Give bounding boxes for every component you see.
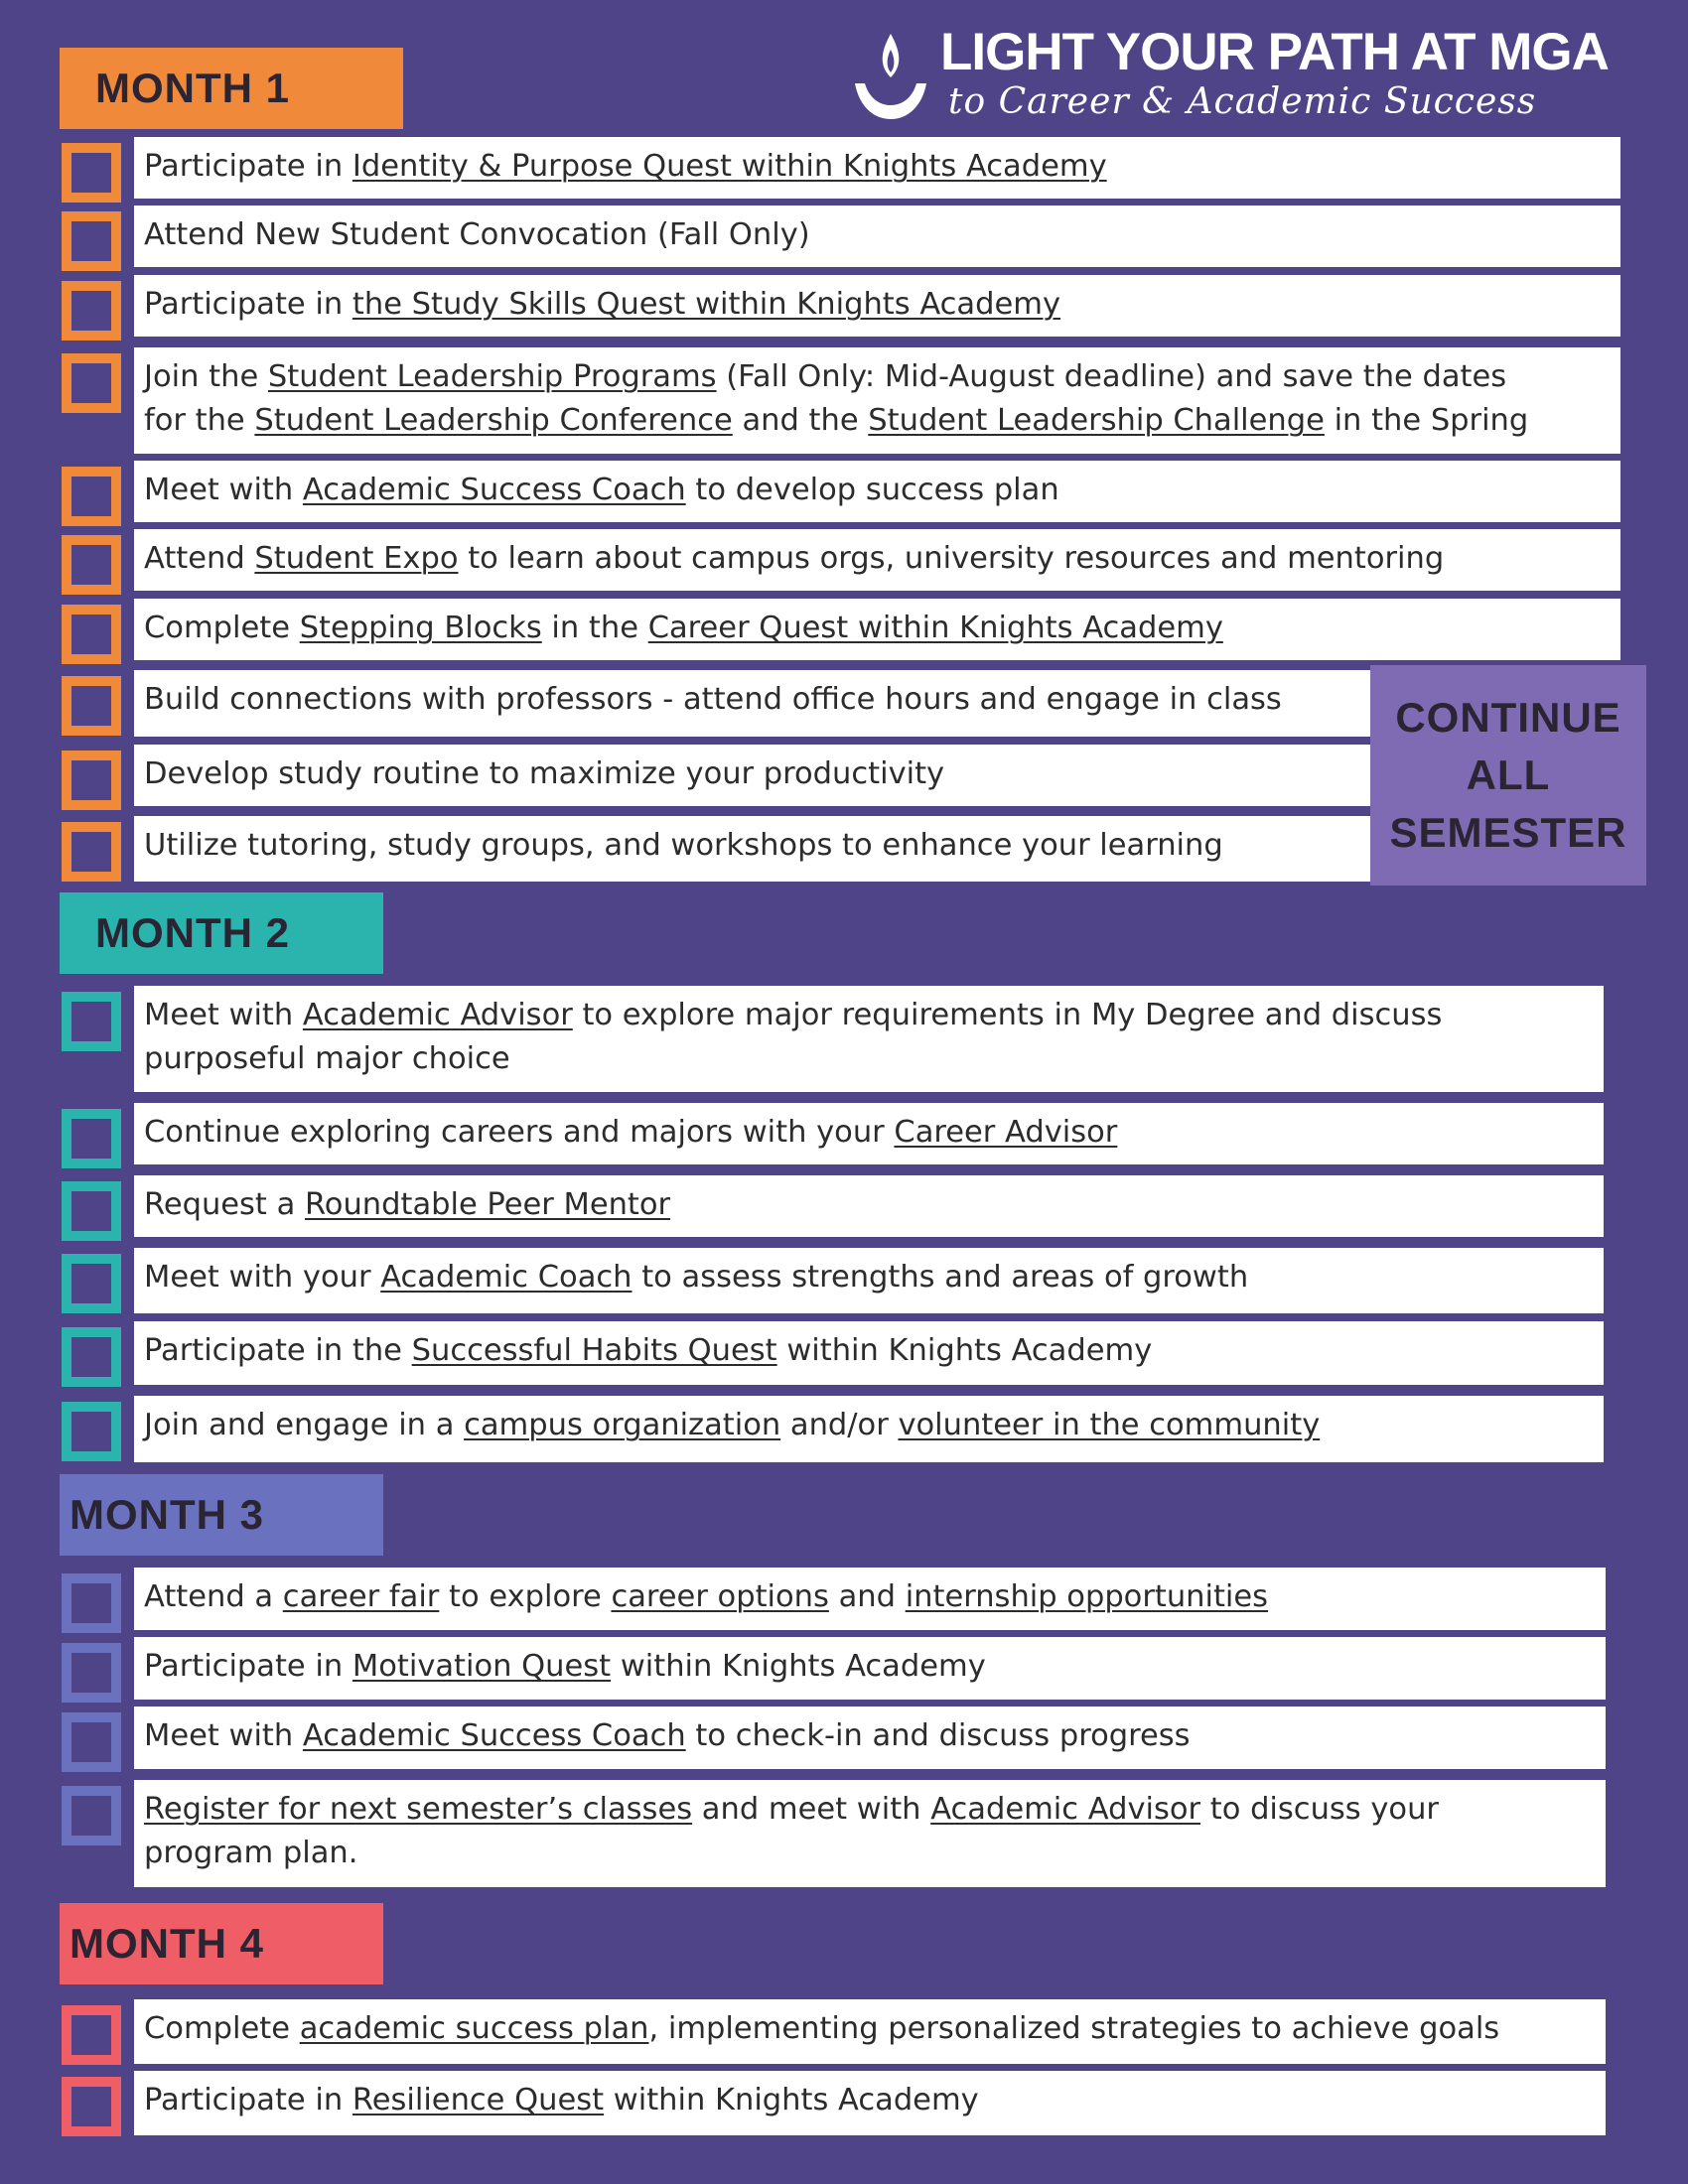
- item-link[interactable]: Student Leadership Programs: [267, 359, 717, 394]
- item-text: to develop success plan: [685, 473, 1059, 507]
- continue-all-semester-box: [1370, 665, 1646, 886]
- item-text: Attend: [144, 541, 255, 576]
- item-text: (Fall Only: Mid-August deadline) and save the dates: [716, 359, 1507, 394]
- checkbox[interactable]: [62, 281, 121, 341]
- item-text: , implementing personalized strategies to achieve goals: [648, 2011, 1500, 2046]
- item-link[interactable]: Student Leadership Challenge: [868, 403, 1325, 438]
- checkbox[interactable]: [62, 535, 121, 595]
- item-link[interactable]: career fair: [282, 1579, 440, 1614]
- checklist-item: [134, 599, 1620, 660]
- item-text: Meet with: [144, 998, 303, 1032]
- item-text: and: [828, 1579, 906, 1614]
- item-text: for the: [144, 403, 255, 438]
- month-3-header: MONTH 3: [60, 1474, 383, 1556]
- item-link[interactable]: Academic Success Coach: [302, 1718, 686, 1753]
- continue-line-1: CONTINUE: [1395, 694, 1621, 741]
- item-text: Participate in: [144, 149, 352, 184]
- item-text: in the: [541, 611, 648, 645]
- item-text: to explore: [439, 1579, 612, 1614]
- item-text: Meet with your: [144, 1260, 381, 1295]
- checklist-item: [134, 461, 1620, 522]
- checkbox[interactable]: [62, 1786, 121, 1845]
- item-text: Utilize tutoring, study groups, and workshops to enhance your learning: [144, 828, 1223, 863]
- item-text: Develop study routine to maximize your productivity: [144, 756, 945, 791]
- item-text: within Knights Academy: [604, 2083, 979, 2117]
- month-1-header: MONTH 1: [60, 48, 403, 129]
- item-link[interactable]: Student Expo: [254, 541, 459, 576]
- checklist-item: [134, 1780, 1606, 1887]
- checkbox[interactable]: [62, 1712, 121, 1772]
- item-text: Meet with: [144, 1718, 303, 1753]
- checkbox[interactable]: [62, 2005, 121, 2065]
- item-text: to explore major requirements in My Degree and discuss: [572, 998, 1443, 1032]
- checkbox[interactable]: [62, 992, 121, 1051]
- header-title: LIGHT YOUR PATH AT MGA: [940, 23, 1609, 81]
- item-text: in the Spring: [1324, 403, 1529, 438]
- item-text: Participate in: [144, 1649, 352, 1684]
- item-link[interactable]: Register for next semester’s classes: [144, 1792, 693, 1827]
- checklist-item: [134, 1175, 1604, 1237]
- item-text: Participate in: [144, 287, 352, 322]
- checkbox[interactable]: [62, 1109, 121, 1168]
- checklist-item: [134, 816, 1370, 882]
- item-text: to learn about campus orgs, university resources and mentoring: [458, 541, 1445, 576]
- checklist-item: [134, 1999, 1606, 2064]
- item-link[interactable]: Motivation Quest: [352, 1649, 612, 1684]
- item-link[interactable]: Successful Habits Quest: [411, 1333, 777, 1368]
- item-link[interactable]: Identity & Purpose Quest within Knights Academy: [352, 149, 1107, 184]
- checkbox[interactable]: [62, 605, 121, 664]
- item-text: and/or: [780, 1408, 899, 1442]
- item-text: Attend New Student Convocation (Fall Only): [144, 217, 810, 252]
- item-link[interactable]: career options: [611, 1579, 829, 1614]
- continue-line-3: SEMESTER: [1389, 809, 1627, 856]
- item-text: Build connections with professors - attend office hours and engage in class: [144, 682, 1282, 717]
- checklist-item: [134, 205, 1620, 267]
- item-text: Join and engage in a: [144, 1408, 465, 1442]
- item-text: Request a: [144, 1187, 305, 1222]
- checklist-item: [134, 1637, 1606, 1700]
- item-text: program plan.: [144, 1836, 358, 1870]
- checkbox[interactable]: [62, 1254, 121, 1313]
- checklist-item: [134, 1103, 1604, 1164]
- checklist-item: [134, 1706, 1606, 1769]
- item-text: Attend a: [144, 1579, 283, 1614]
- item-text: Participate in: [144, 2083, 352, 2117]
- item-link[interactable]: Roundtable Peer Mentor: [304, 1187, 671, 1222]
- header: [849, 22, 1643, 131]
- checklist-item: [134, 1568, 1606, 1630]
- item-link[interactable]: Academic Advisor: [302, 998, 573, 1032]
- item-link[interactable]: Resilience Quest: [352, 2083, 605, 2117]
- item-text: within Knights Academy: [611, 1649, 986, 1684]
- checklist-item: [134, 1248, 1604, 1313]
- checkbox[interactable]: [62, 211, 121, 271]
- month-4-header: MONTH 4: [60, 1903, 383, 1984]
- item-link[interactable]: the Study Skills Quest within Knights Academy: [352, 287, 1061, 322]
- item-text: to assess strengths and areas of growth: [632, 1260, 1249, 1295]
- checklist-item: [134, 1321, 1604, 1385]
- checklist-item: [134, 275, 1620, 337]
- item-text: and the: [732, 403, 869, 438]
- item-text: Join the: [144, 359, 268, 394]
- checklist-item: [134, 347, 1620, 454]
- month-2-header: MONTH 2: [60, 892, 383, 974]
- item-link[interactable]: Student Leadership Conference: [254, 403, 733, 438]
- item-text: purposeful major choice: [144, 1041, 510, 1076]
- checklist-item: [134, 986, 1604, 1092]
- item-link[interactable]: internship opportunities: [905, 1579, 1269, 1614]
- checkbox[interactable]: [62, 1643, 121, 1703]
- item-text: within Knights Academy: [776, 1333, 1153, 1368]
- item-link[interactable]: campus organization: [464, 1408, 781, 1442]
- item-link[interactable]: academic success plan: [299, 2011, 649, 2046]
- item-text: to check-in and discuss progress: [685, 1718, 1191, 1753]
- checklist-item: [134, 2071, 1606, 2135]
- item-link[interactable]: Career Quest within Knights Academy: [647, 611, 1223, 645]
- item-link[interactable]: Academic Coach: [380, 1260, 633, 1295]
- checkbox[interactable]: [62, 353, 121, 413]
- item-text: Participate in the: [144, 1333, 412, 1368]
- item-text: Continue exploring careers and majors with your: [144, 1115, 895, 1150]
- flame-hand-icon: [851, 32, 930, 126]
- item-link[interactable]: Career Advisor: [894, 1115, 1118, 1150]
- item-link[interactable]: Academic Success Coach: [302, 473, 686, 507]
- checklist-item: [134, 670, 1370, 737]
- checklist-item: [134, 529, 1620, 591]
- checkbox[interactable]: [62, 143, 121, 203]
- item-text: Complete: [144, 2011, 300, 2046]
- checkbox[interactable]: [62, 467, 121, 526]
- checkbox[interactable]: [62, 1402, 121, 1461]
- checkbox[interactable]: [62, 751, 121, 810]
- checkbox[interactable]: [62, 822, 121, 882]
- checkbox[interactable]: [62, 1181, 121, 1241]
- checkbox[interactable]: [62, 676, 121, 736]
- checkbox[interactable]: [62, 1573, 121, 1633]
- header-subtitle: to Career & Academic Success: [948, 81, 1537, 122]
- checklist-item: [134, 745, 1370, 806]
- item-link[interactable]: Academic Advisor: [930, 1792, 1201, 1827]
- item-text: Meet with: [144, 473, 303, 507]
- item-link[interactable]: volunteer in the community: [898, 1408, 1321, 1442]
- item-text: to discuss your: [1200, 1792, 1439, 1827]
- continue-line-2: ALL: [1466, 751, 1551, 798]
- checklist-item: [134, 137, 1620, 199]
- checklist-item: [134, 1396, 1604, 1462]
- item-text: Complete: [144, 611, 300, 645]
- item-text: and meet with: [692, 1792, 931, 1827]
- checkbox[interactable]: [62, 1327, 121, 1387]
- checkbox[interactable]: [62, 2077, 121, 2136]
- item-link[interactable]: Stepping Blocks: [299, 611, 542, 645]
